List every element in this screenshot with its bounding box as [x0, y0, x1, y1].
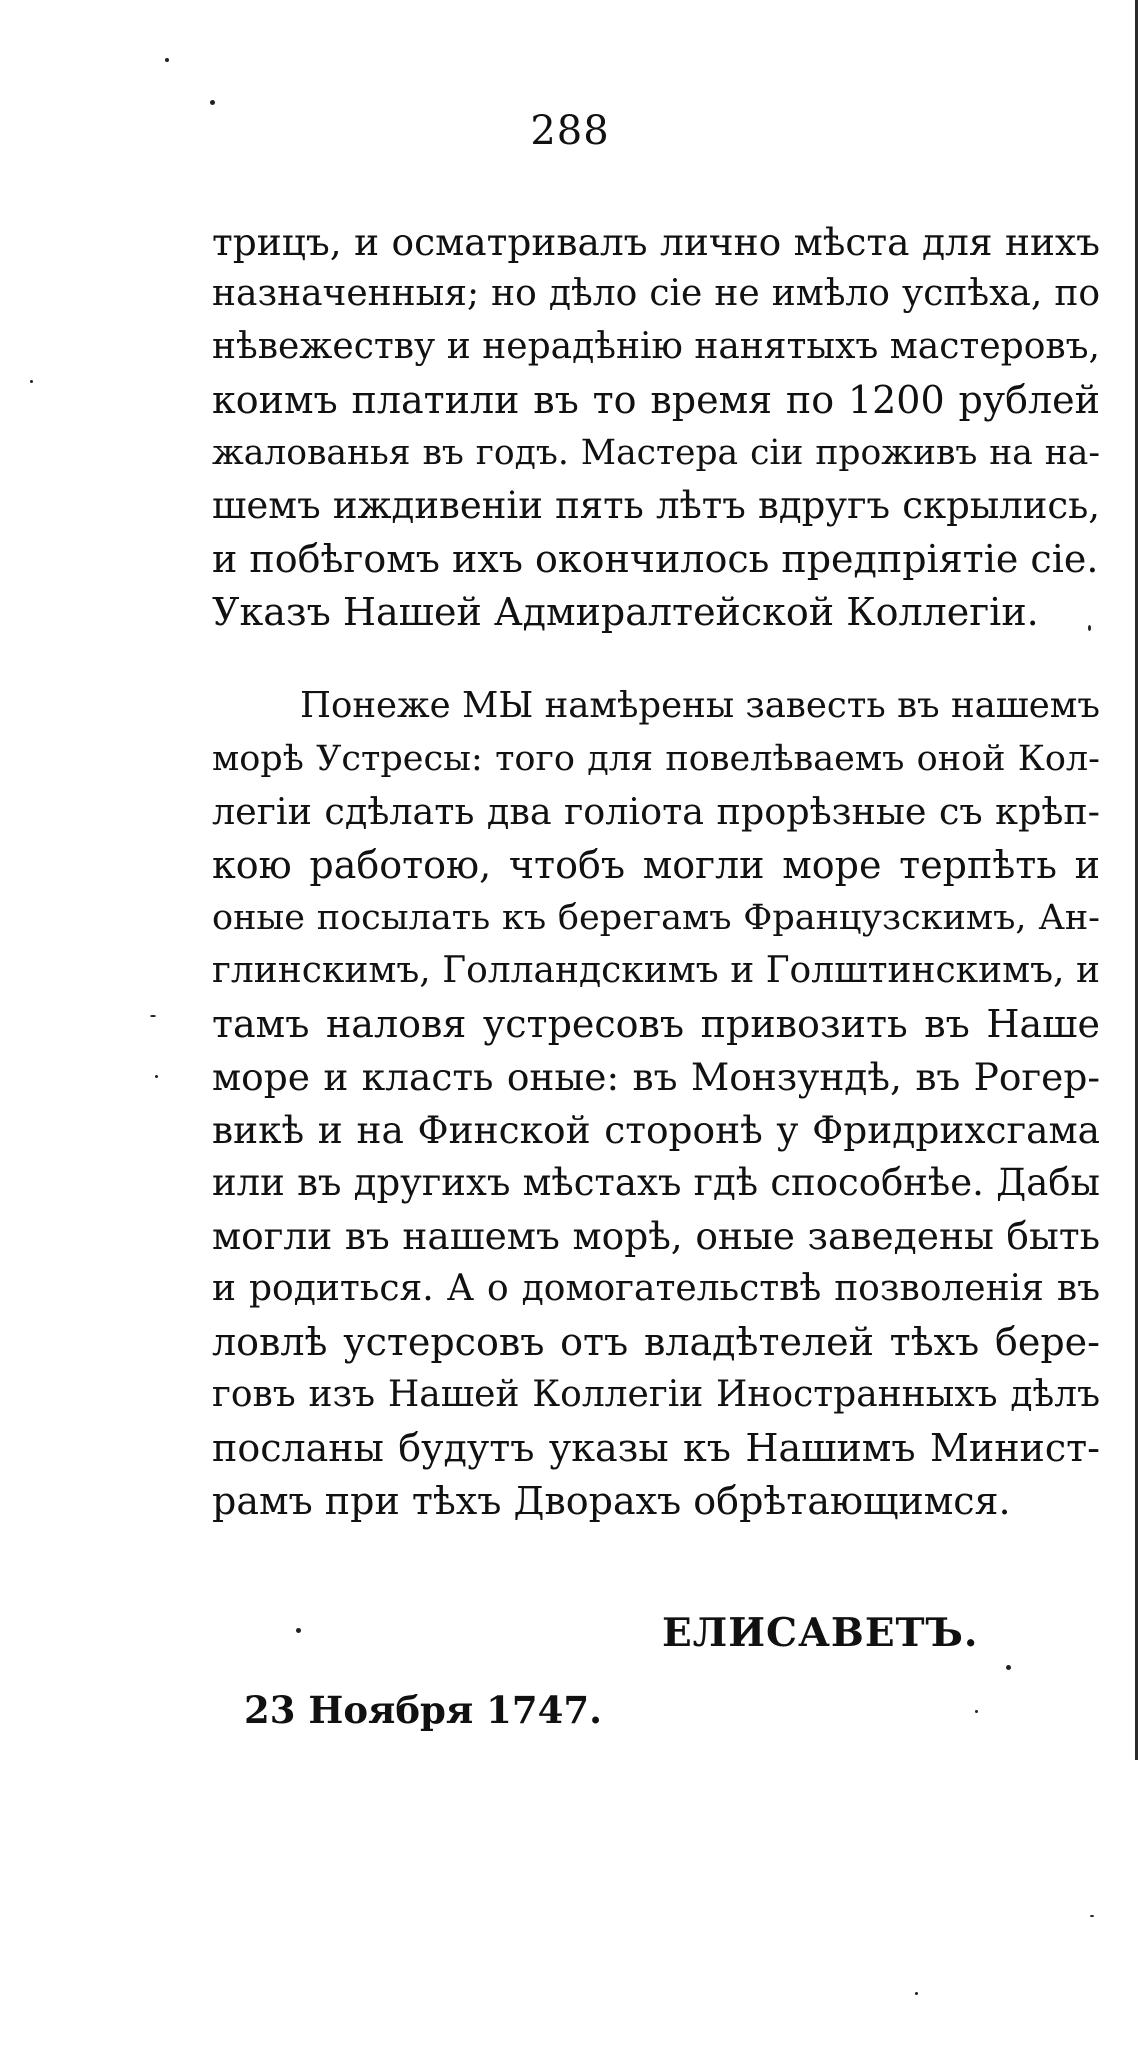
text-line: жалованья въ годъ. Мастера сiи проживъ на на-: [212, 433, 1100, 473]
text-line: викѣ и на Финской сторонѣ у Фридрихсгама: [212, 1108, 1100, 1152]
text-line: тамъ наловя устресовъ привозить въ Наше: [212, 1002, 1100, 1046]
text-line: назначенныя; но дѣло сiе не имѣло успѣха, по: [212, 273, 1100, 314]
text-line: глинскимъ, Голландскимъ и Голштинскимъ, и: [212, 950, 1100, 991]
text-line: говъ изъ Нашей Коллегiи Иностранныхъ дѣлъ: [212, 1374, 1100, 1415]
text-line: нѣвежеству и нерадѣнiю нанятыхъ мастеровъ,: [212, 326, 1100, 367]
scan-speck: [165, 58, 169, 62]
text-line: посланы будутъ указы къ Нашимъ Минист-: [212, 1426, 1100, 1470]
text-line: рамъ при тѣхъ Дворахъ обрѣтающимся.: [212, 1479, 1011, 1523]
text-line: и побѣгомъ ихъ окончилось предпрiятiе сiе.: [212, 537, 1099, 581]
text-line: оные посылать къ берегамъ Французскимъ, Ан-: [212, 898, 1100, 938]
decree-date: 23 Ноября 1747.: [244, 1688, 602, 1732]
text-line: шемъ иждивенiи пять лѣтъ вдругъ скрылись,: [212, 484, 1100, 527]
scan-speck: [915, 1992, 918, 1995]
text-line: коимъ платили въ то время по 1200 рублей: [212, 378, 1100, 422]
page-edge: [1135, 0, 1138, 1760]
scan-speck: [210, 100, 215, 105]
scan-speck: [30, 380, 33, 383]
text-line: ловлѣ устерсовъ отъ владѣтелей тѣхъ бере-: [212, 1320, 1100, 1364]
text-line: легiи сдѣлать два голiота прорѣзные съ крѣп-: [212, 790, 1100, 833]
scan-speck: [1006, 1665, 1011, 1670]
scan-speck: [975, 1710, 978, 1713]
page-number: 288: [530, 108, 610, 154]
scan-speck: [296, 1628, 301, 1633]
text-line: трицъ, и осматривалъ лично мѣста для нихъ: [212, 220, 1100, 264]
signature: ЕЛИСАВЕТЪ.: [662, 1610, 979, 1656]
decree-heading: Указъ Нашей Адмиралтейской Коллегiи.: [212, 590, 1039, 634]
text-line: морѣ Устресы: того для повелѣваемъ оной Кол-: [212, 739, 1100, 779]
scan-speck: [1090, 1915, 1094, 1917]
scan-speck: [155, 1075, 158, 1078]
text-line: море и класть оные: въ Монзундѣ, въ Рогер-: [212, 1055, 1100, 1099]
text-line: или въ другихъ мѣстахъ гдѣ способнѣе. Дабы: [212, 1161, 1100, 1204]
text-line: могли въ нашемъ морѣ, оные заведены быть: [212, 1214, 1100, 1258]
text-line: Понеже МЫ намѣрены завесть въ нашемъ: [300, 685, 1100, 726]
text-line: и родиться. А о домогательствѣ позволенiя въ: [212, 1268, 1100, 1309]
text-line: кою работою, чтобъ могли море терпѣть и: [212, 843, 1100, 887]
scan-speck: [150, 1015, 156, 1017]
